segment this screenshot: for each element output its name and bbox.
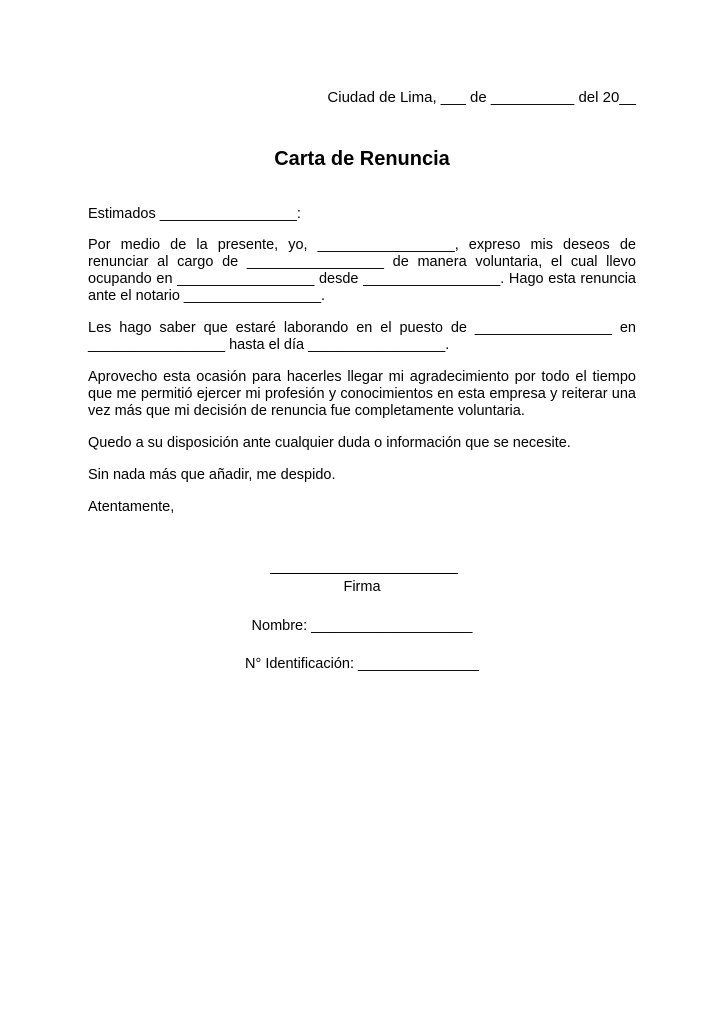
letter-title: Carta de Renuncia xyxy=(274,148,450,170)
signature-line xyxy=(270,573,458,574)
closing: Atentamente, xyxy=(88,499,175,515)
date-line: Ciudad de Lima, ___ de __________ del 20__ xyxy=(327,89,636,106)
paragraph-availability: Quedo a su disposición ante cualquier duda o información que se necesite. xyxy=(88,435,571,451)
name-line: Nombre: ____________________ xyxy=(251,618,473,634)
paragraph-working-until: Les hago saber que estaré laborando en el puesto de _________________ en _________________ hasta el día _________________. xyxy=(88,320,636,353)
salutation: Estimados _________________: xyxy=(88,206,301,222)
letter-body xyxy=(88,206,636,531)
paragraph-resignation: Por medio de la presente, yo, _________________, expreso mis deseos de renunciar al cargo de _________________ de manera voluntaria, el cual llevo ocupando en _________________ desde _________________. Hago esta renuncia ante el notario _________________. xyxy=(88,237,636,304)
id-line: N° Identificación: _______________ xyxy=(245,656,479,672)
signature-label: Firma xyxy=(343,579,381,595)
paragraph-farewell: Sin nada más que añadir, me despido. xyxy=(88,467,336,483)
paragraph-gratitude: Aprovecho esta ocasión para hacerles llegar mi agradecimiento por todo el tiempo que me permitió ejercer mi profesión y conocimientos en esta empresa y reiterar una vez más que mi decisión de renuncia fue completamente voluntaria. xyxy=(88,369,636,419)
